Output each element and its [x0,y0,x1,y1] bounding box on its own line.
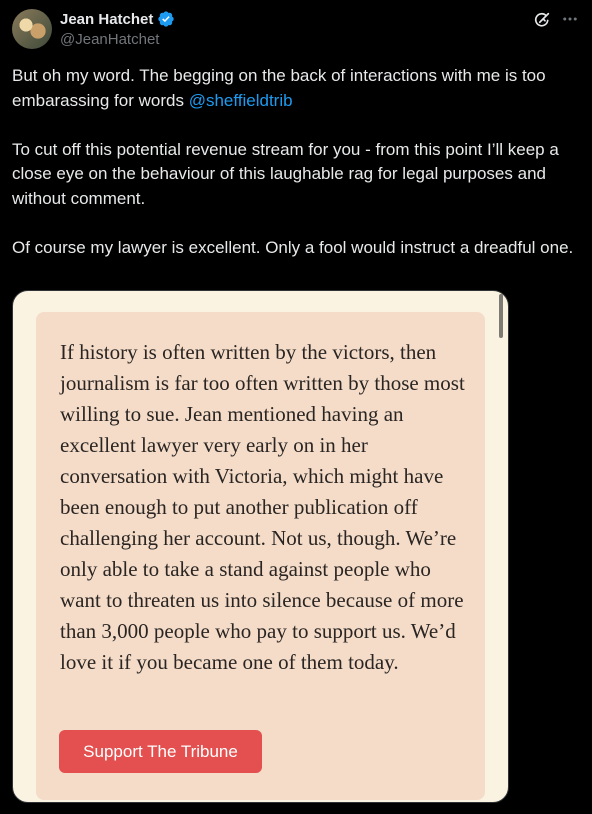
support-button: Support The Tribune [59,730,262,773]
support-card [36,312,485,800]
grok-icon[interactable] [533,11,551,29]
tweet-media-image[interactable] [12,290,509,803]
tweet-paragraph-2: To cut off this potential revenue stream for you - from this point I’ll keep a close eye on the behaviour of this laughable rag for legal purposes and without comment. [12,139,559,208]
tweet-paragraph-3: Of course my lawyer is excellent. Only a fool would instruct a dreadful one. [12,237,574,257]
tweet-header [0,0,592,60]
card-body-text: If history is often written by the victors, then journalism is far too often written by those most willing to sue. Jean mentioned having an excellent lawyer very early on in her conversation with Victoria, which might have been enough to put another publication off challenging her account. Not us, though. We’re only able to take a stand against people who want to threaten us into silence because of more than 3,000 people who pay to support us. We’d love it if you became one of them today. [60,340,465,674]
avatar[interactable] [12,9,52,49]
verified-badge-icon [157,10,175,28]
tweet-paragraph-1 [12,64,580,113]
mention-link[interactable]: @sheffieldtrib [188,90,293,110]
tweet-text [12,64,580,260]
display-name[interactable]: Jean Hatchet [60,10,154,28]
author-handle[interactable]: @JeanHatchet [60,31,160,48]
scrollbar-thumb [499,294,503,338]
tweet-paragraph-1-text: But oh my word. The begging on the back of interactions with me is too embarassing for words [12,66,546,110]
name-row [60,10,175,28]
more-options-icon[interactable] [561,10,579,28]
